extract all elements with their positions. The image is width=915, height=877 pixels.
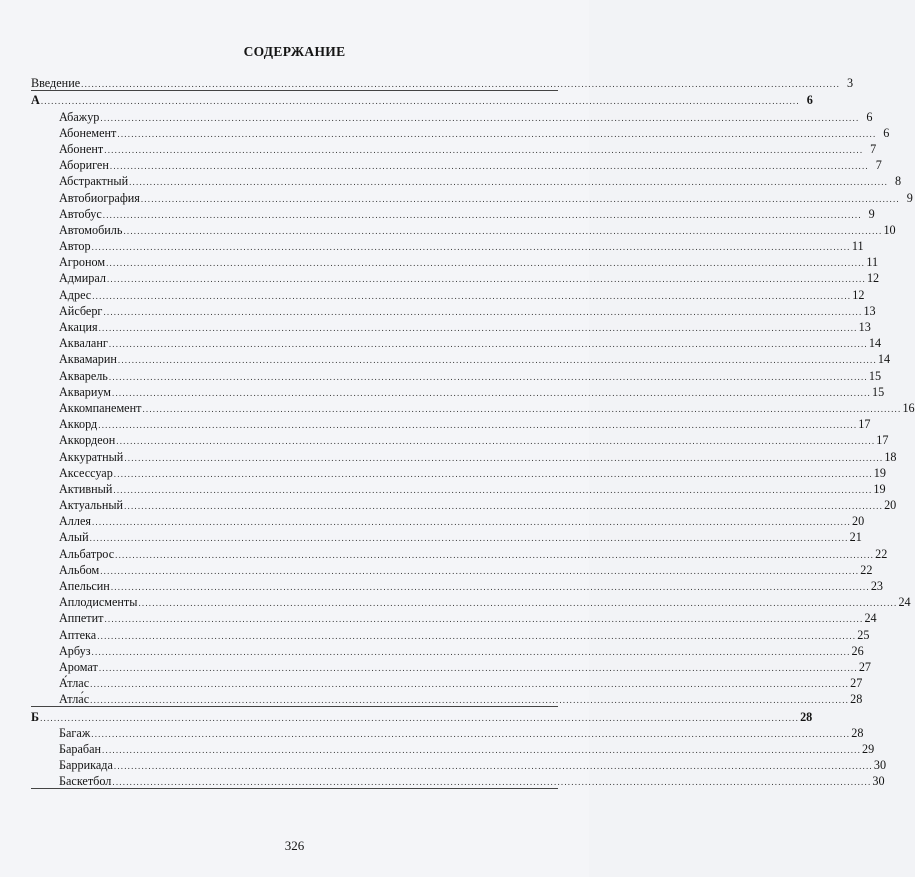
toc-entry-page: 15 [872, 384, 885, 399]
toc-entry-label: Абориген [59, 158, 109, 173]
page-title: СОДЕРЖАНИЕ [243, 44, 346, 59]
toc-entry-page: 14 [877, 352, 891, 367]
toc-entry-row [31, 690, 863, 707]
dot-leader: ............................................................................................................................................................................................................................ [106, 274, 866, 285]
toc-entry-page: 29 [862, 741, 875, 756]
dot-leader: ............................................................................................................................................................................................................................ [104, 144, 864, 155]
toc-entry-label: Актуальный [59, 498, 124, 513]
toc-entry-row [31, 156, 882, 173]
dot-leader: ............................................................................................................................................................................................................................ [112, 387, 871, 398]
toc-entry-label: Баррикада [59, 758, 113, 773]
toc-entry-label: Аллея [59, 514, 91, 529]
toc-entry-row [31, 269, 880, 286]
toc-entry-label: Акация [59, 320, 98, 334]
toc-entry-page: 14 [868, 336, 882, 351]
toc-entry-page: 6 [866, 109, 873, 124]
toc-entry-row [31, 302, 876, 318]
dot-leader: ............................................................................................................................................................................................................................ [89, 533, 849, 544]
toc-entry-label: Абонемент [59, 125, 117, 140]
dot-leader: ............................................................................................................................................................................................................................ [110, 582, 870, 592]
dot-leader: ............................................................................................................................................................................................................................ [90, 679, 850, 690]
dot-leader: ............................................................................................................................................................................................................................ [142, 403, 902, 414]
toc-entry-label: Акварель [59, 368, 108, 383]
toc-entry-label: Аппетит [59, 611, 104, 626]
toc-entry-label: Абажур [59, 109, 100, 124]
toc-entry-page: 15 [868, 368, 882, 383]
toc-entry-row [31, 237, 864, 254]
toc-entry-page: 22 [875, 546, 888, 561]
toc-entry-page: 11 [866, 255, 879, 270]
toc-entry-page: 20 [884, 498, 897, 513]
dot-leader: ............................................................................................................................................................................................................................ [92, 290, 852, 301]
dot-leader: ............................................................................................................................................................................................................................ [124, 452, 884, 463]
toc-intro-row [31, 74, 854, 91]
toc-entry-row [31, 447, 897, 464]
dot-leader: ............................................................................................................................................................................................................................ [113, 484, 873, 495]
toc-entry-label: Аквариум [59, 384, 111, 399]
toc-entry-page: 28 [851, 725, 864, 740]
toc-entry-page: 28 [800, 709, 813, 724]
dot-leader: ............................................................................................................................................................................................................................ [123, 225, 883, 236]
dot-leader: ............................................................................................................................................................................................................................ [117, 128, 877, 139]
toc-entry-row [31, 285, 865, 302]
dot-leader: ............................................................................................................................................................................................................................ [81, 79, 841, 90]
toc-entry-page: 13 [858, 320, 871, 334]
toc-entry-label: Автобус [59, 206, 102, 221]
dot-leader: ............................................................................................................................................................................................................................ [97, 630, 857, 641]
toc-entry-page: 10 [883, 222, 896, 237]
toc-entry-label: Барабан [59, 741, 102, 756]
toc-entry-label: Аксессуар [59, 465, 113, 480]
toc-entry-label: Аккомпанемент [59, 400, 142, 415]
toc-entry-page: 30 [873, 758, 887, 773]
toc-entry-row [31, 334, 882, 351]
page-number: 326 [284, 838, 305, 853]
toc-entry-row [31, 383, 885, 399]
dot-leader: ............................................................................................................................................................................................................................ [116, 436, 876, 447]
toc-entry-label: Аккорд [59, 417, 98, 432]
toc-entry-row [31, 544, 888, 561]
dot-leader: ............................................................................................................................................................................................................................ [103, 306, 863, 317]
dot-leader: ............................................................................................................................................................................................................................ [129, 177, 889, 188]
toc-entry-row [31, 658, 871, 674]
toc-entry-row [31, 415, 871, 432]
toc-entry-label: Арбуз [59, 643, 91, 658]
toc-entry-page: 9 [906, 190, 913, 205]
toc-entry-row [31, 399, 915, 415]
toc-entry-label: Введение [31, 76, 81, 91]
toc-entry-label: Аптека [59, 627, 97, 642]
toc-entry-label: Адрес [59, 287, 92, 302]
toc-entry-page: 30 [872, 774, 885, 789]
toc-entry-label: Б [31, 709, 40, 724]
toc-entry-label: Атла́с [59, 692, 90, 707]
toc-entry-row [31, 609, 877, 626]
toc-entry-row [31, 464, 886, 480]
toc-entry-label: Аквамарин [59, 352, 117, 367]
dot-leader: ............................................................................................................................................................................................................................ [40, 712, 800, 723]
dot-leader: ............................................................................................................................................................................................................................ [100, 565, 860, 576]
toc-entry-label: Аккордеон [59, 433, 116, 448]
dot-leader: ............................................................................................................................................................................................................................ [102, 744, 862, 755]
toc-entry-label: Автобиография [59, 190, 140, 205]
toc-entry-page: 19 [873, 481, 886, 496]
toc-entry-page: 17 [858, 417, 871, 432]
toc-entry-label: Активный [59, 481, 113, 496]
toc-entry-page: 9 [868, 206, 875, 221]
toc-entry-row [31, 496, 897, 513]
toc-entry-row [31, 172, 902, 189]
toc-entry-label: Апельсин [59, 579, 110, 593]
toc-entry-label: Агроном [59, 255, 106, 270]
toc-entry-page: 6 [883, 125, 890, 140]
toc-entry-row [31, 772, 885, 789]
dot-leader: ............................................................................................................................................................................................................................ [91, 728, 851, 739]
toc-entry-row [31, 724, 864, 740]
toc-section-row [31, 706, 813, 724]
toc-entry-page: 7 [875, 158, 882, 173]
dot-leader: ............................................................................................................................................................................................................................ [112, 777, 872, 788]
toc-entry-row [31, 253, 879, 270]
dot-leader: ............................................................................................................................................................................................................................ [90, 695, 850, 706]
toc-entry-page: 12 [852, 287, 865, 302]
dot-leader: ............................................................................................................................................................................................................................ [98, 323, 858, 333]
dot-leader: ............................................................................................................................................................................................................................ [115, 549, 875, 560]
dot-leader: ............................................................................................................................................................................................................................ [117, 355, 877, 366]
dot-leader: ............................................................................................................................................................................................................................ [140, 193, 900, 204]
toc-entry-row [31, 221, 896, 237]
toc-entry-label: Багаж [59, 725, 91, 740]
toc-entry-row [31, 577, 884, 593]
toc-entry-row [31, 431, 889, 448]
toc-entry-row [31, 756, 887, 773]
toc-entry-page: 11 [851, 239, 864, 254]
toc-entry-label: Акваланг [59, 336, 108, 351]
toc-entry-page: 27 [858, 659, 871, 674]
toc-entry-row [31, 561, 873, 577]
toc-entry-row [31, 350, 891, 367]
toc-entry-label: Автомобиль [59, 222, 123, 237]
dot-leader: ............................................................................................................................................................................................................................ [113, 468, 873, 479]
dot-leader: ............................................................................................................................................................................................................................ [91, 242, 851, 253]
toc-entry-page: 21 [849, 530, 862, 545]
dot-leader: ............................................................................................................................................................................................................................ [104, 614, 864, 625]
toc-entry-row [31, 140, 877, 156]
toc-entry-row [31, 674, 863, 691]
toc-entry-label: Альбатрос [59, 546, 115, 561]
toc-entry-row [31, 318, 871, 334]
toc-entry-page: 13 [863, 303, 876, 318]
toc-entry-page: 8 [895, 174, 902, 189]
toc-entry-label: Аплодисменты [59, 595, 138, 610]
toc-entry-label: Абстрактный [59, 174, 129, 189]
toc-entry-row [31, 366, 882, 383]
dot-leader: ............................................................................................................................................................................................................................ [113, 761, 873, 772]
toc-entry-page: 20 [851, 514, 865, 529]
toc-entry-page: 16 [902, 400, 915, 415]
dot-leader: ............................................................................................................................................................................................................................ [108, 339, 868, 350]
toc-entry-row [31, 107, 873, 124]
dot-leader: ............................................................................................................................................................................................................................ [124, 501, 884, 512]
toc-entry-label: А [31, 93, 40, 108]
toc-entry-page: 26 [851, 643, 864, 658]
toc-entry-row [31, 740, 875, 756]
toc-entry-row [31, 625, 870, 642]
toc-entry-page: 17 [876, 433, 889, 448]
dot-leader: ............................................................................................................................................................................................................................ [98, 662, 858, 673]
toc-entry-page: 24 [898, 595, 911, 610]
toc-entry-label: Айсберг [59, 303, 103, 318]
toc-entry-page: 27 [850, 676, 863, 691]
dot-leader: ............................................................................................................................................................................................................................ [138, 598, 898, 609]
dot-leader: ............................................................................................................................................................................................................................ [91, 646, 851, 657]
toc-entry-row [31, 512, 865, 529]
toc-entry-row [31, 642, 864, 658]
dot-leader: ............................................................................................................................................................................................................................ [106, 258, 866, 269]
toc-entry-row [31, 205, 875, 221]
toc-entry-page: 18 [884, 449, 897, 464]
toc-entry-label: Аромат [59, 659, 98, 674]
toc-entry-label: Абонент [59, 141, 104, 156]
toc-entry-page: 25 [857, 627, 870, 642]
toc-entry-label: Автор [59, 239, 91, 254]
dot-leader: ............................................................................................................................................................................................................................ [98, 420, 858, 431]
toc-entry-label: Аккуратный [59, 449, 124, 464]
dot-leader: ............................................................................................................................................................................................................................ [91, 517, 851, 528]
toc-entry-page: 3 [847, 76, 854, 91]
dot-leader: ............................................................................................................................................................................................................................ [100, 112, 860, 123]
toc-section-row [31, 90, 813, 108]
toc-entry-row [31, 124, 890, 140]
toc-entry-page: 28 [850, 692, 863, 707]
toc-entry-label: Альбом [59, 562, 100, 577]
dot-leader: ............................................................................................................................................................................................................................ [102, 209, 862, 220]
toc-entry-label: Алый [59, 530, 89, 545]
toc-entry-row [31, 188, 913, 205]
toc-entry-label: Адмирал [59, 271, 106, 286]
dot-leader: ............................................................................................................................................................................................................................ [109, 161, 869, 172]
toc-entry-row [31, 480, 886, 496]
toc-entry-row [31, 593, 911, 610]
toc-entry-page: 12 [866, 271, 880, 286]
toc-entry-row [31, 528, 862, 545]
table-of-contents [31, 74, 915, 789]
dot-leader: ............................................................................................................................................................................................................................ [40, 96, 800, 107]
toc-entry-page: 19 [873, 465, 886, 480]
toc-entry-page: 22 [860, 562, 873, 577]
toc-entry-page: 23 [870, 579, 884, 593]
toc-entry-label: Баскетбол [59, 774, 112, 789]
toc-entry-page: 7 [870, 141, 877, 156]
toc-entry-page: 6 [806, 93, 813, 108]
dot-leader: ............................................................................................................................................................................................................................ [108, 371, 868, 382]
toc-entry-page: 24 [864, 611, 877, 626]
toc-entry-label: А́тлас [59, 676, 90, 691]
